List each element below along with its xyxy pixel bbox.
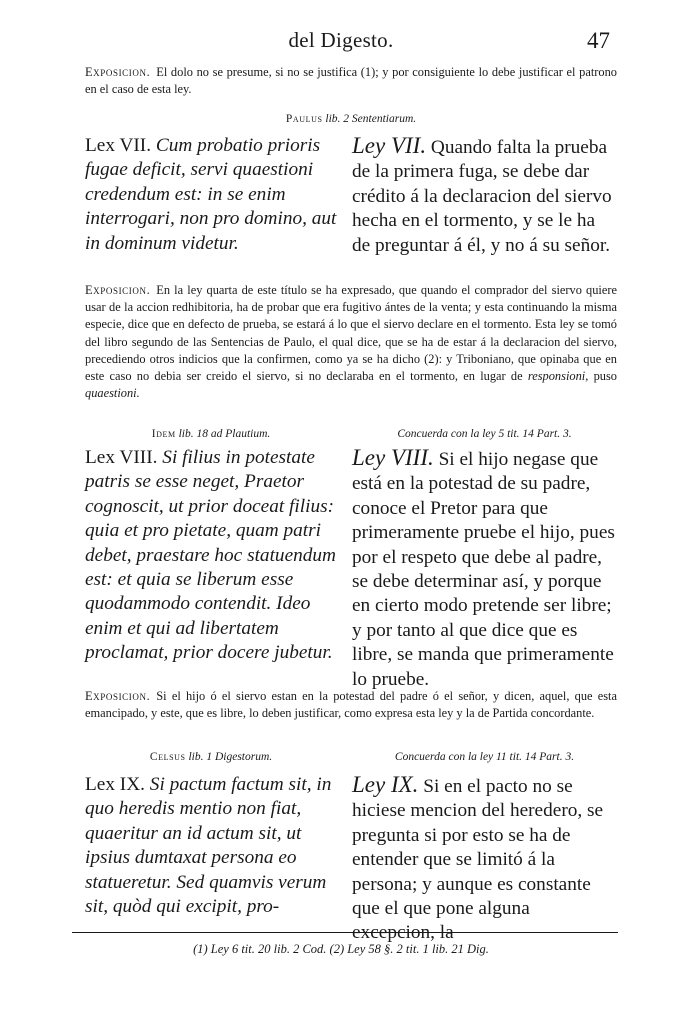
ley-vii-text: Quando falta la prueba de la primera fuga, se debe dar crédito á la declaracion del siervo hecha en el tormento, y se le ha de preguntar á él, y no á su señor. xyxy=(352,137,612,256)
footnotes: (1) Ley 6 tit. 20 lib. 2 Cod. (2) Ley 58 §. 2 tit. 1 lib. 21 Dig. xyxy=(193,942,489,956)
source-reference: lib. 2 Sententiarum. xyxy=(325,113,417,125)
page-number: 47 xyxy=(587,28,610,53)
exposicion-2-middle: , puso xyxy=(585,369,617,384)
ley-ix-spanish xyxy=(352,773,617,946)
exposicion-1 xyxy=(85,64,617,98)
ley-viii-text: Si el hijo negase que está en la potestad de su padre, conoce el Pretor para que primeramente pruebe el hijo, pues por el respeto que debe al padre, se debe determinar así, y porque en cierto modo pretende ser libre; y por tanto al que dice que es libre, se manda que primeramente lo pruebe. xyxy=(352,449,615,690)
footnote-rule xyxy=(72,932,618,933)
exposicion-label: Exposicion. xyxy=(85,65,151,79)
running-head xyxy=(0,28,682,56)
concordance-text: Concuerda con la ley 11 tit. 14 Part. 3. xyxy=(394,751,575,763)
ley-vii-label: Ley VII. xyxy=(352,133,427,158)
exposicion-3 xyxy=(85,688,617,722)
lex-viii-text: Si filius in potestate patris se esse neget, Praetor cognoscit, ut prior doceat filius: quia et pro pietate, quam patri debet, praestare hoc statuendum est: et quia se liberum esse quodammodo contendit. Ideo enim et qui ad libertatem proclamat, prior docere jubetur. xyxy=(85,447,336,664)
ley-ix-label: Ley IX. xyxy=(352,772,419,797)
concordance-ley-viii xyxy=(352,428,617,440)
exposicion-2-word-2: quaestioni. xyxy=(85,386,140,401)
exposicion-2 xyxy=(85,282,617,402)
exposicion-2-word-1: responsioni xyxy=(527,369,586,384)
lex-viii-latin xyxy=(85,446,337,666)
lex-vii-latin xyxy=(85,134,337,256)
exposicion-label: Exposicion. xyxy=(85,283,151,297)
lex-ix-text: Si pactum factum sit, in quo heredis mentio non fiat, quaeritur an id actum sit, ut ipsius dumtaxat persona eo statueretur. Sed quamvis verum sit, quòd qui excipit, pro- xyxy=(85,774,332,918)
ley-ix-text: Si en el pacto no se hiciese mencion del heredero, se pregunta si por esto se ha de entender que se limitó á la persona; y aunque es constante que el que pone alguna excepcion, la xyxy=(352,776,604,944)
running-title: del Digesto. xyxy=(288,28,394,52)
ley-viii-label: Ley VIII. xyxy=(352,445,434,470)
lex-vii-text: Cum probatio prioris fugae deficit, servi quaestioni credendum est: in se enim interrogari, non pro domino, aut in dominum videtur. xyxy=(85,135,337,254)
source-author: Celsus xyxy=(149,751,186,763)
exposicion-2-text: En la ley quarta de este título se ha expresado, que quando el comprador del siervo quiere usar de la accion redhibitoria, ha de probar que era fugitivo ántes de la venta; y esta continuando la misma especie, dice que en defecto de prueba, se estará á lo que el siervo declare en el tormento. Esta ley se tomó del libro segundo de las Sentencias de Paulo, el qual dice, que se ha de estar á la declaracion del siervo, precediendo otros indicios que la confirmen, como ya se ha dicho (2): y Triboniano, que opinaba que en este caso no debia ser creido el siervo, si no declaraba en el tormento, en lugar de xyxy=(85,283,617,384)
concordance-text: Concuerda con la ley 5 tit. 14 Part. 3. xyxy=(397,428,572,440)
source-reference: lib. 1 Digestorum. xyxy=(188,751,273,763)
ley-viii-spanish xyxy=(352,446,617,692)
lex-ix-label: Lex IX. xyxy=(85,774,145,795)
exposicion-label: Exposicion. xyxy=(85,689,151,703)
source-author: Paulus xyxy=(285,113,323,125)
lex-vii-label: Lex VII. xyxy=(85,135,152,156)
exposicion-3-text: Si el hijo ó el siervo estan en la potestad del padre ó el señor, y dicen, aquel, que esta emancipado, y este, que es libre, lo deben justificar, como expresa esta ley y la de Partida concordante. xyxy=(85,689,617,721)
lex-viii-label: Lex VIII. xyxy=(85,447,158,468)
source-author: Idem xyxy=(151,428,176,440)
lex-ix-latin xyxy=(85,773,337,919)
source-celsus xyxy=(85,751,337,763)
exposicion-1-text: El dolo no se presume, si no se justifica (1); y por consiguiente lo debe justificar el patrono en el caso de esta ley. xyxy=(85,65,617,97)
source-idem xyxy=(85,428,337,440)
source-reference: lib. 18 ad Plautium. xyxy=(178,428,271,440)
concordance-ley-ix xyxy=(352,751,617,763)
source-paulus xyxy=(85,113,617,125)
ley-vii-spanish xyxy=(352,134,617,258)
